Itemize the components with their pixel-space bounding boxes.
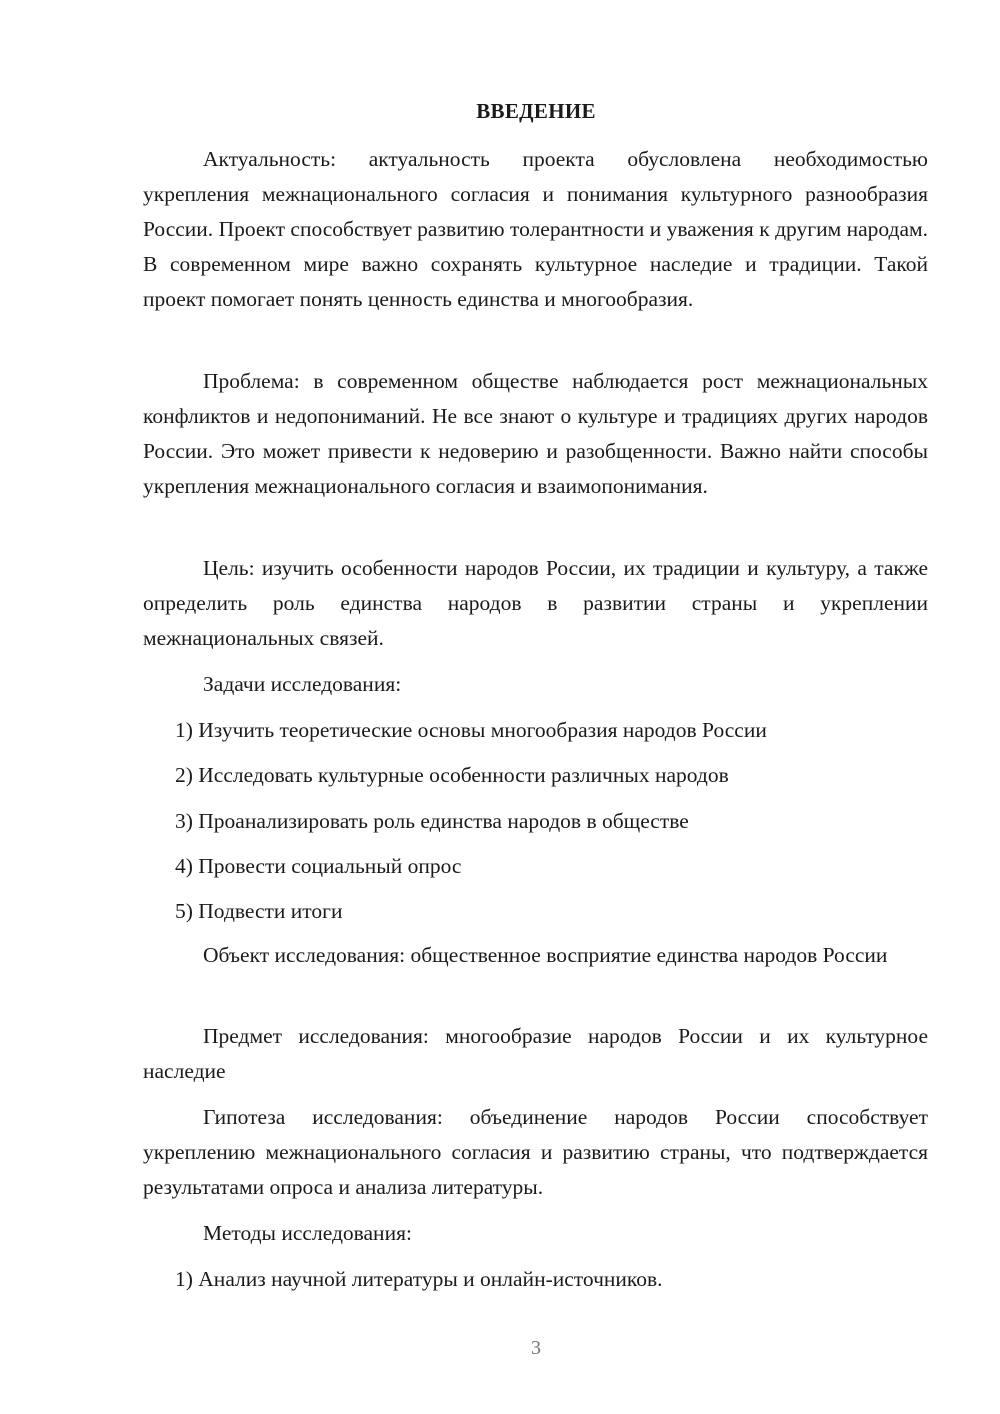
hypothesis-paragraph: Гипотеза исследования: объединение народов России способствует укреплению межнационального согласия и развитию страны, что подтверждается результатами опроса и анализа литературы. [143, 1105, 928, 1199]
task-item-1: 1) Изучить теоретические основы многообразия народов России [175, 718, 767, 742]
task-item-2: 2) Исследовать культурные особенности различных народов [175, 763, 729, 787]
problem-paragraph: Проблема: в современном обществе наблюдается рост межнациональных конфликтов и недопониманий. Не все знают о культуре и традициях других народов России. Это может привести к недоверию и разобщенности. Важно найти способы укрепления межнационального согласия и взаимопонимания. [143, 369, 928, 498]
subject-paragraph: Предмет исследования: многообразие народов России и их культурное наследие [143, 1024, 928, 1083]
page-number: 3 [531, 1337, 541, 1359]
object-paragraph: Объект исследования: общественное восприятие единства народов России [203, 943, 888, 967]
task-item-3: 3) Проанализировать роль единства народов в обществе [175, 809, 689, 833]
tasks-heading: Задачи исследования: [203, 672, 402, 696]
task-item-4: 4) Провести социальный опрос [175, 854, 462, 878]
goal-paragraph: Цель: изучить особенности народов России, их традиции и культуру, а также определить роль единства народов в развитии страны и укреплении межнациональных связей. [143, 556, 928, 650]
task-item-5: 5) Подвести итоги [175, 899, 343, 923]
method-item-1: 1) Анализ научной литературы и онлайн-источников. [175, 1267, 663, 1291]
page-title: ВВЕДЕНИЕ [476, 99, 596, 123]
relevance-paragraph: Актуальность: актуальность проекта обусловлена необходимостью укрепления межнационального согласия и понимания культурного разнообразия России. Проект способствует развитию толерантности и уважения к другим народам. В современном мире важно сохранять культурное наследие и традиции. Такой проект помогает понять ценность единства и многообразия. [143, 147, 928, 311]
methods-heading: Методы исследования: [203, 1221, 412, 1245]
